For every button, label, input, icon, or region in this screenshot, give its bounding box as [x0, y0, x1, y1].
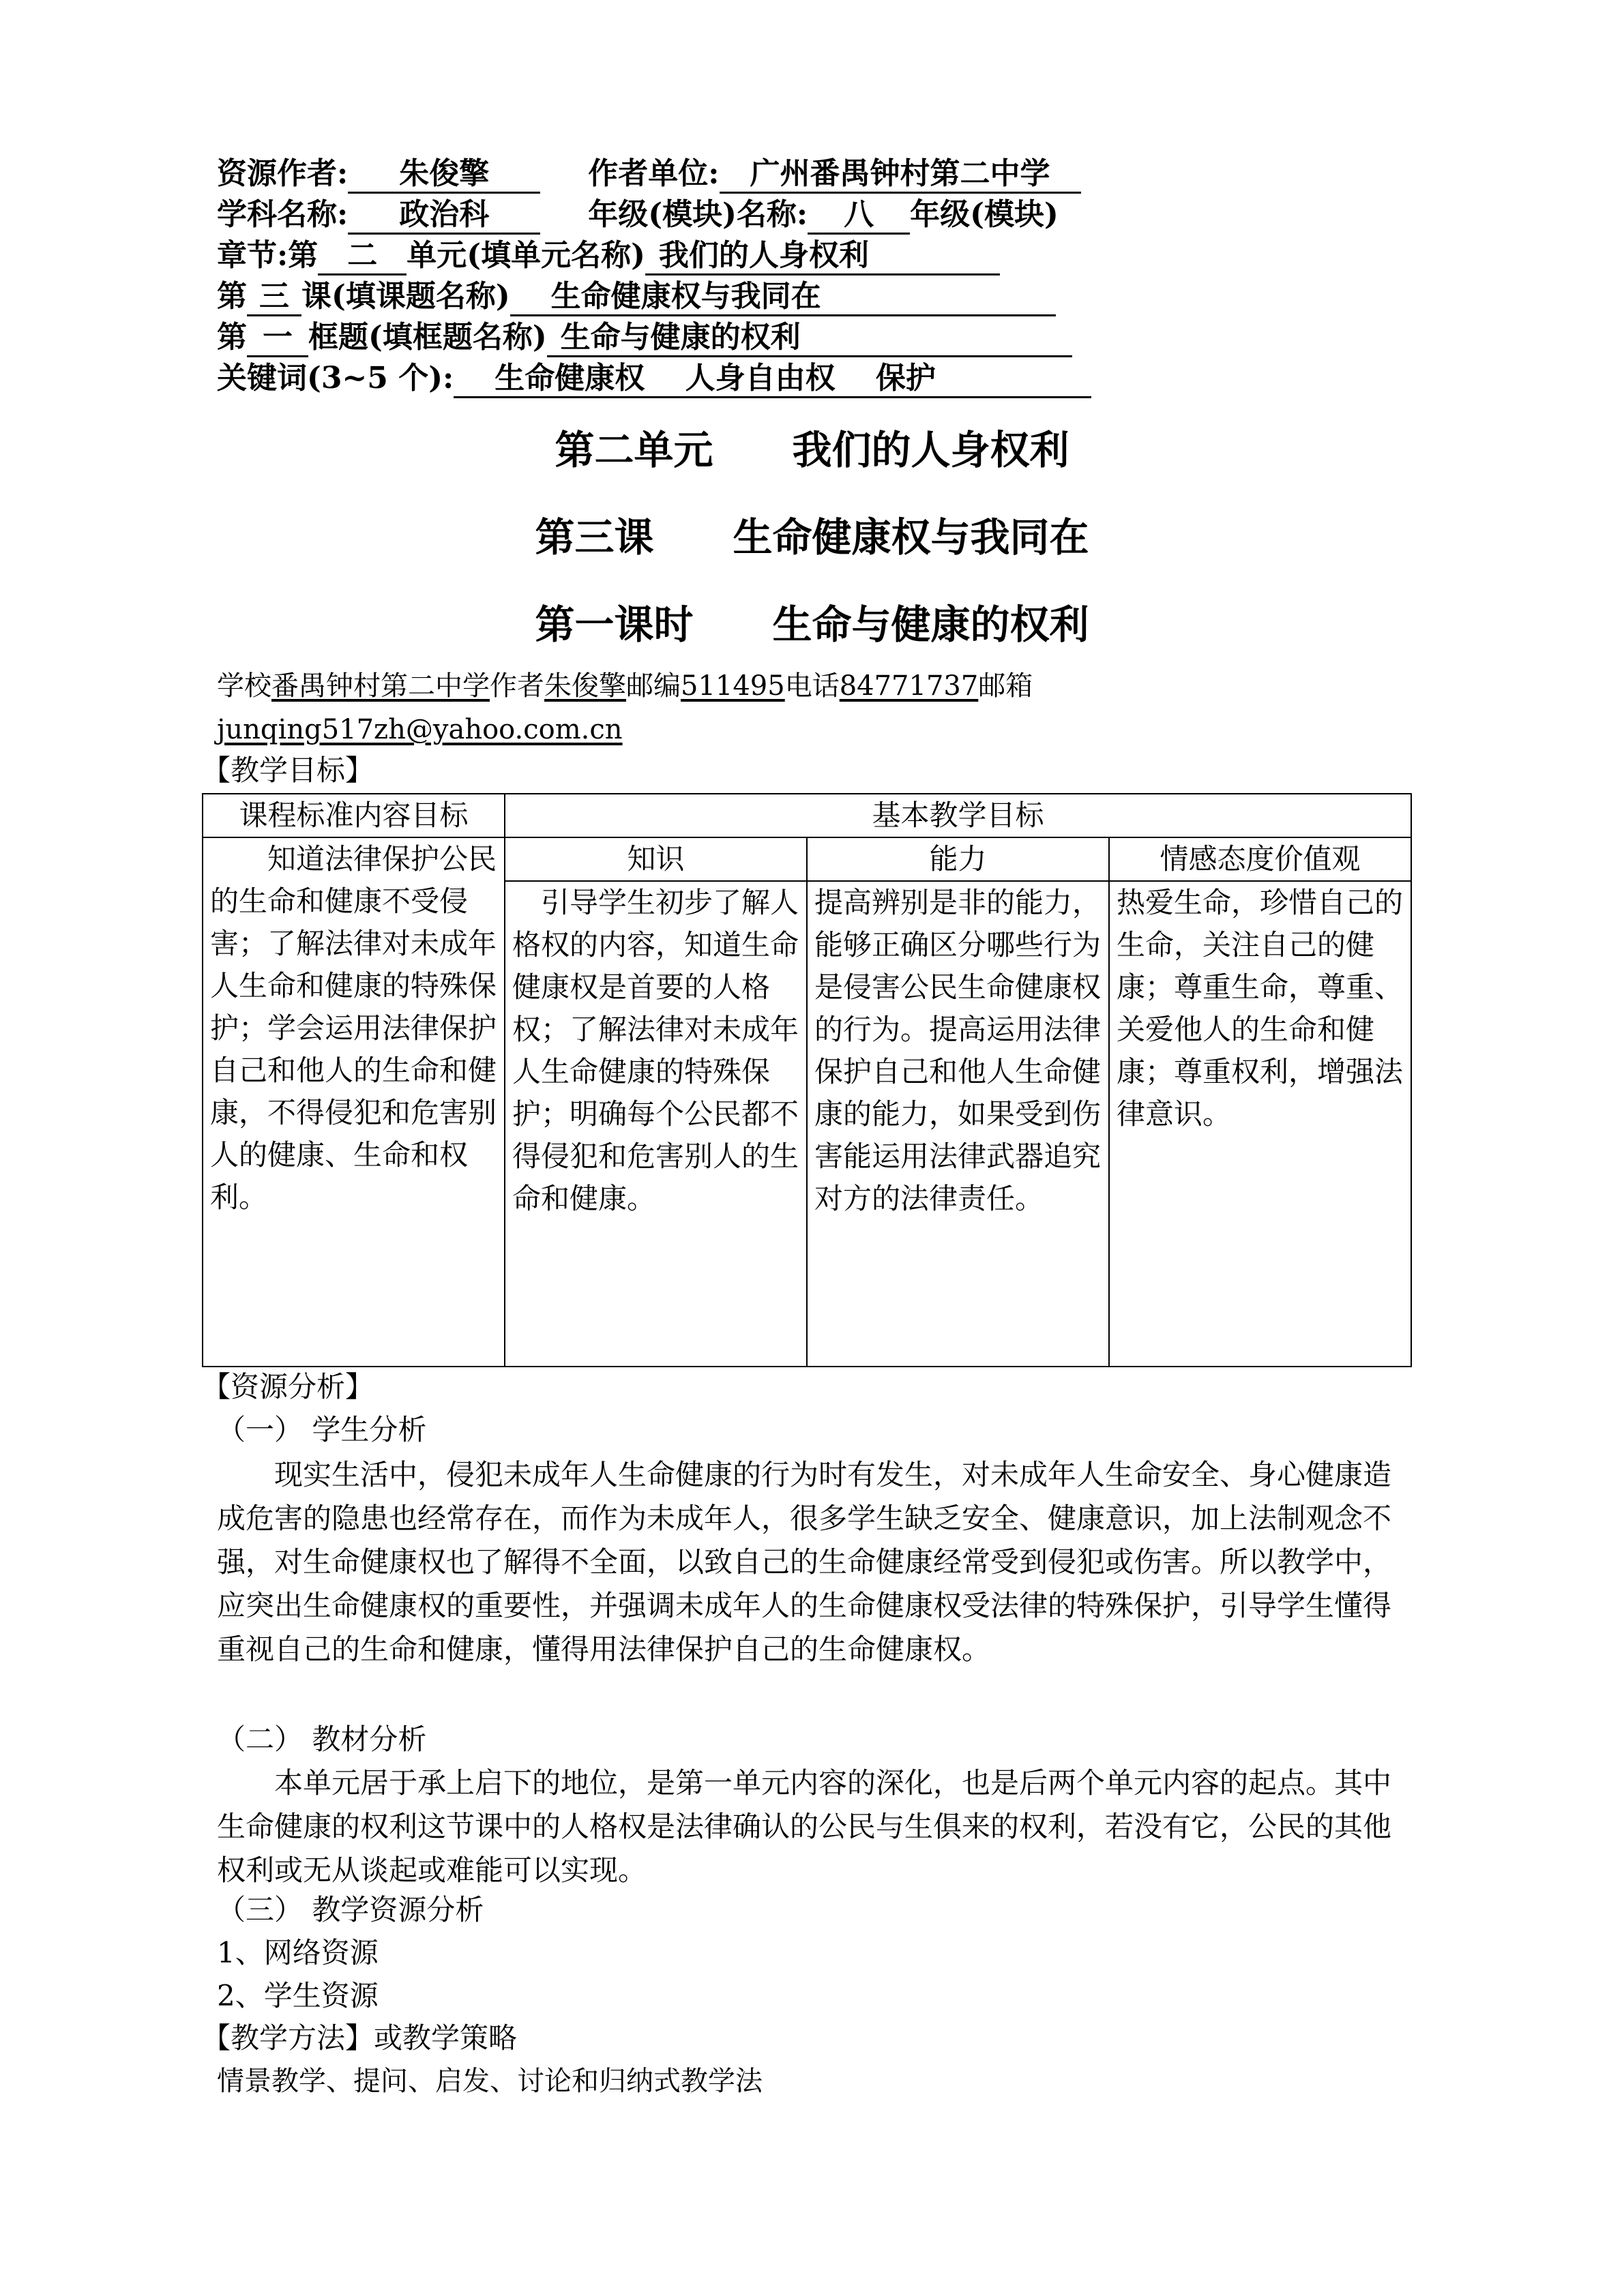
keywords-value: 生命健康权 人身自由权 保护 — [454, 361, 1091, 398]
standard-text: 知道法律保护公民的生命和健康不受侵害；了解法律对未成年人生命和健康的特殊保护；学会运用法律保护自己和他人的生命和健康，不得侵犯和危害别人的健康、生命和权利。 — [210, 842, 497, 1214]
chapter-num: 二 — [318, 238, 407, 275]
zip-label: 邮编 — [626, 670, 681, 702]
header-frame-line — [217, 317, 1072, 358]
table-subheader-row — [203, 837, 1411, 881]
header-subject-line — [217, 194, 1059, 235]
grade-suffix: 年级(模块) — [910, 197, 1059, 232]
standard-cell — [203, 837, 505, 1367]
grade-value: 八 — [808, 197, 910, 235]
resource-item-2: 2、学生资源 — [217, 1979, 379, 2012]
frame-mid: 框题(填框题名称) — [308, 320, 547, 355]
school-value: 番禺钟村第二中学 — [271, 670, 490, 702]
header-keywords-line — [217, 358, 1091, 399]
emotion-text: 热爱生命，珍惜自己的生命，关注自己的健康；尊重生命，尊重、关爱他人的生命和健康；尊重权利，增强法律意识。 — [1117, 886, 1404, 1131]
ability-text: 提高辨别是非的能力，能够正确区分哪些行为是侵害公民生命健康权的行为。提高运用法律保护自己和他人生命健康的能力，如果受到伤害能运用法律武器追究对方的法律责任。 — [814, 886, 1102, 1215]
chapter-mid: 单元(填单元名称) — [407, 238, 645, 273]
header-chapter-line — [217, 235, 1000, 276]
objectives-heading: 【教学目标】 — [202, 754, 374, 787]
keywords-label: 关键词(3~5 个): — [217, 361, 454, 396]
resource-item-1: 1、网络资源 — [217, 1936, 379, 1969]
author-label2: 作者 — [490, 670, 544, 702]
subject-value: 政治科 — [348, 197, 540, 235]
method-heading: 【教学方法】或教学策略 — [202, 2021, 518, 2055]
textbook-paragraph: 本单元居于承上启下的地位，是第一单元内容的深化，也是后两个单元内容的起点。其中生命健康的权利这节课中的人格权是法律确认的公民与生俱来的权利，若没有它，公民的其他权利或无从谈起或难能可以实现。 — [217, 1766, 1392, 1887]
header-author-line — [217, 153, 1081, 194]
phone-label: 电话 — [784, 670, 840, 702]
chapter-prefix: 章节:第 — [217, 238, 319, 273]
email-link[interactable]: junqing517zh@yahoo.com.cn — [217, 714, 623, 745]
objectives-table — [202, 793, 1412, 1367]
school-label: 学校 — [217, 670, 271, 702]
subject-label: 学科名称: — [217, 197, 349, 232]
analysis-heading: 【资源分析】 — [202, 1370, 374, 1403]
frame-num: 一 — [247, 320, 308, 357]
zip-value: 511495 — [681, 670, 785, 702]
col-knowledge-header: 知识 — [505, 837, 807, 881]
lesson-prefix: 第 — [217, 279, 247, 314]
author-value2: 朱俊擎 — [544, 670, 626, 702]
frame-prefix: 第 — [217, 320, 247, 355]
unit-value: 广州番禺钟村第二中学 — [720, 156, 1081, 194]
student-heading: （一） 学生分析 — [217, 1413, 427, 1446]
email-label: 邮箱 — [978, 670, 1033, 702]
textbook-heading: （二） 教材分析 — [217, 1723, 427, 1756]
ability-cell — [807, 881, 1109, 1367]
lesson-title: 第三课 生命健康权与我同在 — [535, 514, 1089, 561]
col-standard-header: 课程标准内容目标 — [203, 794, 505, 837]
table-header-row — [203, 794, 1411, 837]
author-label: 资源作者: — [217, 156, 349, 191]
unit-label: 作者单位: — [588, 156, 720, 191]
period-title: 第一课时 生命与健康的权利 — [535, 601, 1089, 648]
lesson-value: 生命健康权与我同在 — [510, 279, 1056, 316]
method-text: 情景教学、提问、启发、讨论和归纳式教学法 — [217, 2066, 763, 2097]
knowledge-cell — [505, 881, 807, 1367]
chapter-value: 我们的人身权利 — [645, 238, 1000, 275]
contact-line — [217, 665, 1033, 707]
student-paragraph: 现实生活中，侵犯未成年人生命健康的行为时有发生，对未成年人生命安全、身心健康造成危害的隐患也经常存在，而作为未成年人，很多学生缺乏安全、健康意识，加上法制观念不强，对生命健康权也了解得不全面，以致自己的生命健康经常受到侵犯或伤害。所以教学中，应突出生命健康权的重要性，并强调未成年人的生命健康权受法律的特殊保护，引导学生懂得重视自己的生命和健康，懂得用法律保护自己的生命健康权。 — [217, 1458, 1392, 1666]
col-emotion-header: 情感态度价值观 — [1109, 837, 1411, 881]
lesson-num: 三 — [247, 279, 301, 316]
emotion-cell — [1109, 881, 1411, 1367]
col-ability-header: 能力 — [807, 837, 1109, 881]
col-basic-header: 基本教学目标 — [505, 794, 1411, 837]
resource-heading: （三） 教学资源分析 — [217, 1893, 484, 1926]
phone-value: 84771737 — [839, 670, 979, 702]
frame-value: 生命与健康的权利 — [547, 320, 1072, 357]
lesson-mid: 课(填课题名称) — [301, 279, 510, 314]
email-line — [217, 709, 623, 751]
grade-label: 年级(模块)名称: — [588, 197, 808, 232]
header-lesson-line — [217, 276, 1056, 317]
author-value: 朱俊擎 — [348, 156, 540, 194]
knowledge-text: 引导学生初步了解人格权的内容，知道生命健康权是首要的人格权；了解法律对未成年人生命健康的特殊保护；明确每个公民都不得侵犯和危害别人的生命和健康。 — [512, 886, 799, 1215]
unit-title: 第二单元 我们的人身权利 — [555, 427, 1069, 473]
